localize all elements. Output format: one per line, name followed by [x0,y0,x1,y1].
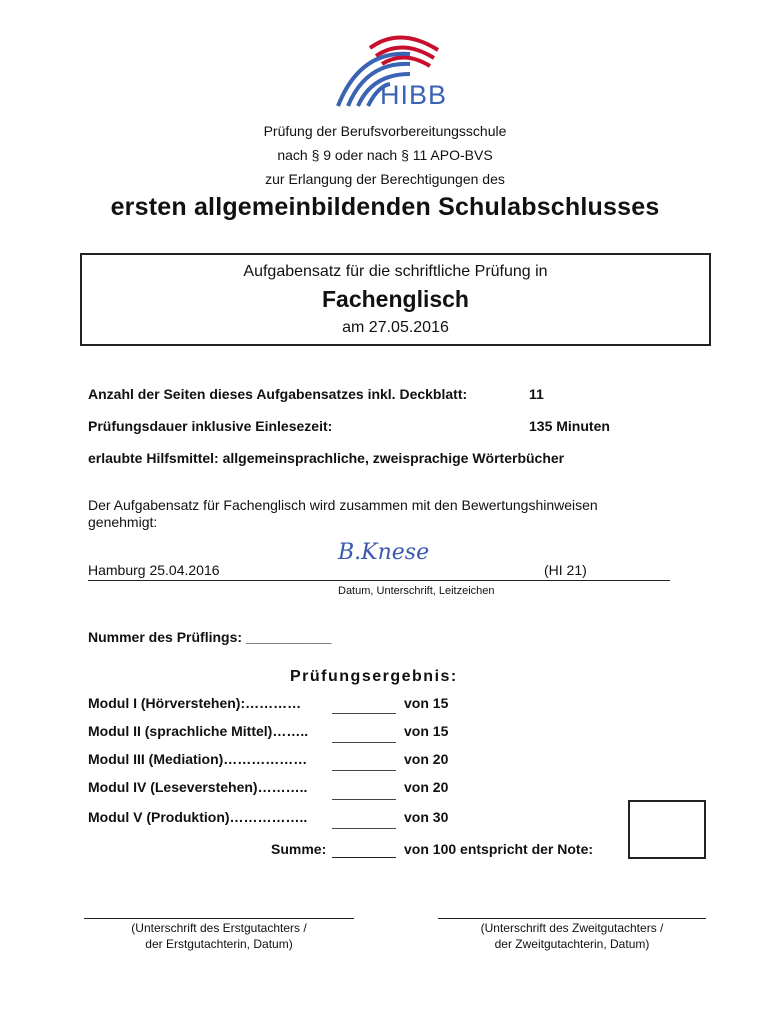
module-5-score-field[interactable] [332,828,396,829]
pages-value: 11 [529,386,544,402]
first-examiner-caption [84,920,354,952]
module-4-max: von 20 [404,779,449,795]
approval-place-date: Hamburg 25.04.2016 [88,562,220,578]
sum-label: Summe: [271,841,327,857]
exam-date: am 27.05.2016 [342,319,449,336]
module-2-label: Modul II (sprachliche Mittel)…….. [88,723,309,739]
duration-value: 135 Minuten [529,418,610,434]
second-examiner-caption [438,920,706,952]
sum-score-field[interactable] [332,857,396,858]
module-2-score-field[interactable] [332,742,396,743]
module-4-score-field[interactable] [332,799,396,800]
module-1-label: Modul I (Hörverstehen):………… [88,695,302,711]
grade-box[interactable] [628,800,706,859]
module-5-label: Modul V (Produktion)…………….. [88,809,308,825]
approval-text-1: Der Aufgabensatz für Fachenglisch wird zusammen mit den Bewertungshinweisen [88,497,598,513]
approval-caption: Datum, Unterschrift, Leitzeichen [338,585,495,597]
hibb-logo [330,28,470,110]
module-3-label: Modul III (Mediation)……………… [88,751,308,767]
exam-box [80,253,711,346]
results-heading: Prüfungsergebnis: [290,668,458,685]
first-examiner-caption-2: der Erstgutachterin, Datum) [145,937,293,951]
pages-label: Anzahl der Seiten dieses Aufgabensatzes inkl. Deckblatt: [88,386,468,402]
sum-max: von 100 entspricht der Note: [404,841,594,857]
exam-subject: Fachenglisch [322,286,469,312]
module-3-score-field[interactable] [332,770,396,771]
intro-line-2: nach § 9 oder nach § 11 APO-BVS [277,147,493,163]
approval-line [88,580,670,581]
module-5-max: von 30 [404,809,449,825]
module-1-score-field[interactable] [332,713,396,714]
approval-code: (HI 21) [544,562,587,578]
module-3-max: von 20 [404,751,449,767]
approval-signature: B.Knese [338,540,430,565]
module-1-max: von 15 [404,695,449,711]
logo-text: HIBB [380,80,448,110]
second-signature-line [438,918,706,919]
duration-label: Prüfungsdauer inklusive Einlesezeit: [88,418,333,434]
first-examiner-caption-1: (Unterschrift des Erstgutachters / [131,921,307,935]
approval-text-2: genehmigt: [88,514,158,530]
intro-line-1: Prüfung der Berufsvorbereitungsschule [263,123,507,139]
candidate-number: Nummer des Prüflings: ___________ [88,629,332,645]
second-examiner-caption-1: (Unterschrift des Zweitgutachters / [480,921,664,935]
module-2-max: von 15 [404,723,449,739]
allowed-aids: erlaubte Hilfsmittel: allgemeinsprachliche, zweisprachige Wörterbücher [88,450,565,466]
second-examiner-caption-2: der Zweitgutachterin, Datum) [494,937,650,951]
first-signature-line [84,918,354,919]
module-4-label: Modul IV (Leseverstehen)……….. [88,779,308,795]
main-title: ersten allgemeinbildenden Schulabschlusses [110,193,660,221]
intro-line-3: zur Erlangung der Berechtigungen des [265,171,505,187]
exam-box-intro: Aufgabensatz für die schriftliche Prüfung in [243,263,548,280]
